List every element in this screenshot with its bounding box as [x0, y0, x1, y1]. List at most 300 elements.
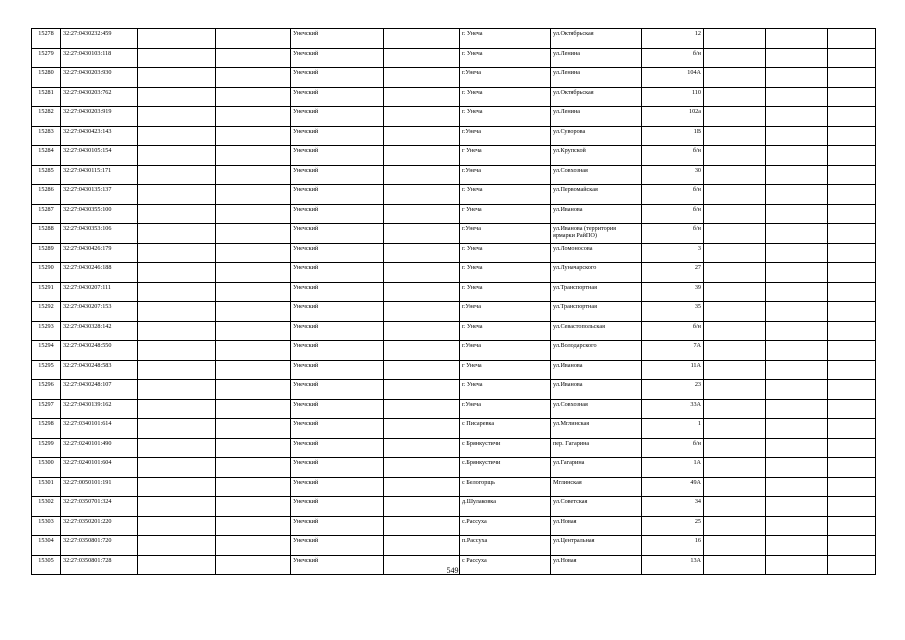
cell-settlement: г.Унеча — [460, 68, 551, 88]
cell-column-11 — [766, 516, 828, 536]
cell-cadastral-number: 32:27:0430246:188 — [61, 263, 138, 283]
table-row — [32, 399, 876, 419]
page-number: 549 — [446, 566, 459, 575]
cell-settlement: г. Унеча — [460, 48, 551, 68]
cell-column-4 — [216, 165, 291, 185]
cell-street: ул.Иванова — [551, 380, 642, 400]
cell-row-number: 15280 — [32, 68, 61, 88]
cell-cadastral-number: 32:27:0430423:143 — [61, 126, 138, 146]
cell-column-10 — [704, 224, 766, 244]
cell-column-6 — [384, 224, 460, 244]
cell-house-number: 16 — [642, 536, 704, 556]
cell-district: Унечский — [291, 380, 384, 400]
cell-district: Унечский — [291, 458, 384, 478]
cell-column-12 — [828, 458, 876, 478]
cell-column-11 — [766, 497, 828, 517]
cell-district: Унечский — [291, 321, 384, 341]
table-row — [32, 48, 876, 68]
cell-house-number: 13А — [642, 555, 704, 575]
cell-column-3 — [138, 321, 216, 341]
cell-row-number: 15303 — [32, 516, 61, 536]
registry-table — [31, 28, 876, 575]
table-row — [32, 360, 876, 380]
cell-cadastral-number: 32:27:0430248:583 — [61, 360, 138, 380]
table-row — [32, 29, 876, 49]
cell-street: ул.Иванова (территория ярмарки РайПО) — [551, 224, 642, 244]
cell-house-number: 1В — [642, 126, 704, 146]
cell-column-3 — [138, 399, 216, 419]
cell-settlement: с.Брянкустичи — [460, 458, 551, 478]
cell-settlement: г.Унеча — [460, 302, 551, 322]
cell-house-number: 27 — [642, 263, 704, 283]
cell-column-6 — [384, 477, 460, 497]
cell-district: Унечский — [291, 185, 384, 205]
cell-column-6 — [384, 282, 460, 302]
cell-column-3 — [138, 536, 216, 556]
cell-row-number: 15300 — [32, 458, 61, 478]
table-row — [32, 263, 876, 283]
cell-street: ул.Луначарского — [551, 263, 642, 283]
cell-settlement: с Брянкустичи — [460, 438, 551, 458]
cell-column-10 — [704, 185, 766, 205]
cell-column-3 — [138, 341, 216, 361]
cell-row-number: 15281 — [32, 87, 61, 107]
cell-street: ул.Транспортная — [551, 282, 642, 302]
cell-cadastral-number: 32:27:0430115:171 — [61, 165, 138, 185]
cell-settlement: г. Унеча — [460, 243, 551, 263]
cell-column-10 — [704, 321, 766, 341]
cell-column-10 — [704, 204, 766, 224]
cell-column-3 — [138, 224, 216, 244]
cell-row-number: 15284 — [32, 146, 61, 166]
cell-cadastral-number: 32:27:0430207:111 — [61, 282, 138, 302]
cell-cadastral-number: 32:27:0050101:191 — [61, 477, 138, 497]
cell-street: ул.Ломоносова — [551, 243, 642, 263]
cell-column-4 — [216, 224, 291, 244]
table-row — [32, 341, 876, 361]
cell-column-11 — [766, 302, 828, 322]
cell-street: ул.Октябрьская — [551, 87, 642, 107]
cell-street: ул.Севастопольская — [551, 321, 642, 341]
cell-column-11 — [766, 87, 828, 107]
cell-street: ул.Транспортная — [551, 302, 642, 322]
cell-column-4 — [216, 497, 291, 517]
cell-column-12 — [828, 419, 876, 439]
cell-row-number: 15288 — [32, 224, 61, 244]
cell-column-4 — [216, 263, 291, 283]
cell-house-number: 1 — [642, 419, 704, 439]
cell-column-12 — [828, 126, 876, 146]
cell-column-4 — [216, 185, 291, 205]
cell-column-4 — [216, 516, 291, 536]
cell-column-12 — [828, 536, 876, 556]
cell-street: ул.Володарского — [551, 341, 642, 361]
cell-house-number: б/н — [642, 48, 704, 68]
table-row — [32, 438, 876, 458]
cell-column-11 — [766, 477, 828, 497]
cell-column-12 — [828, 185, 876, 205]
cell-column-3 — [138, 477, 216, 497]
cell-settlement: г.Унеча — [460, 224, 551, 244]
cell-district: Унечский — [291, 399, 384, 419]
cell-column-11 — [766, 204, 828, 224]
cell-cadastral-number: 32:27:0430248:550 — [61, 341, 138, 361]
cell-district: Унечский — [291, 107, 384, 127]
cell-column-6 — [384, 146, 460, 166]
cell-column-10 — [704, 87, 766, 107]
cell-house-number: 7А — [642, 341, 704, 361]
cell-column-6 — [384, 341, 460, 361]
cell-district: Унечский — [291, 146, 384, 166]
cell-district: Унечский — [291, 68, 384, 88]
cell-cadastral-number: 32:27:0350701:324 — [61, 497, 138, 517]
cell-row-number: 15294 — [32, 341, 61, 361]
cell-column-10 — [704, 458, 766, 478]
cell-settlement: с Рассуха — [460, 555, 551, 575]
cell-column-6 — [384, 438, 460, 458]
cell-district: Унечский — [291, 360, 384, 380]
cell-column-3 — [138, 263, 216, 283]
cell-street: ул.Новая — [551, 555, 642, 575]
cell-district: Унечский — [291, 224, 384, 244]
cell-row-number: 15298 — [32, 419, 61, 439]
cell-column-4 — [216, 341, 291, 361]
cell-district: Унечский — [291, 48, 384, 68]
cell-column-11 — [766, 360, 828, 380]
table-row — [32, 185, 876, 205]
cell-column-12 — [828, 497, 876, 517]
cell-column-10 — [704, 126, 766, 146]
cell-column-4 — [216, 107, 291, 127]
table-row — [32, 126, 876, 146]
cell-column-11 — [766, 458, 828, 478]
cell-settlement: г.Унеча — [460, 341, 551, 361]
cell-street: ул.Гагарина — [551, 458, 642, 478]
cell-street: ул.Центральная — [551, 536, 642, 556]
cell-district: Унечский — [291, 29, 384, 49]
cell-column-11 — [766, 107, 828, 127]
cell-cadastral-number: 32:27:0430203:919 — [61, 107, 138, 127]
cell-column-6 — [384, 516, 460, 536]
cell-row-number: 15295 — [32, 360, 61, 380]
table-row — [32, 477, 876, 497]
cell-cadastral-number: 32:27:0340101:614 — [61, 419, 138, 439]
cell-column-3 — [138, 146, 216, 166]
cell-column-6 — [384, 263, 460, 283]
cell-street: Мглинская — [551, 477, 642, 497]
cell-column-11 — [766, 224, 828, 244]
cell-cadastral-number: 32:27:0430207:153 — [61, 302, 138, 322]
cell-column-6 — [384, 419, 460, 439]
cell-column-10 — [704, 48, 766, 68]
cell-column-3 — [138, 48, 216, 68]
cell-column-12 — [828, 165, 876, 185]
cell-house-number: б/н — [642, 224, 704, 244]
cell-column-4 — [216, 419, 291, 439]
cell-cadastral-number: 32:27:0430203:762 — [61, 87, 138, 107]
cell-column-6 — [384, 68, 460, 88]
cell-settlement: г Унеча — [460, 146, 551, 166]
cell-column-3 — [138, 360, 216, 380]
cell-column-6 — [384, 204, 460, 224]
cell-settlement: г.Унеча — [460, 399, 551, 419]
cell-house-number: 3 — [642, 243, 704, 263]
cell-row-number: 15279 — [32, 48, 61, 68]
cell-row-number: 15285 — [32, 165, 61, 185]
cell-street: ул.Совхозная — [551, 165, 642, 185]
cell-settlement: с.Рассуха — [460, 516, 551, 536]
cell-row-number: 15304 — [32, 536, 61, 556]
cell-house-number: 39 — [642, 282, 704, 302]
cell-district: Унечский — [291, 536, 384, 556]
cell-column-6 — [384, 497, 460, 517]
cell-column-3 — [138, 516, 216, 536]
cell-column-4 — [216, 360, 291, 380]
cell-column-3 — [138, 68, 216, 88]
cell-column-3 — [138, 282, 216, 302]
cell-column-11 — [766, 419, 828, 439]
cell-street: ул.Мглинская — [551, 419, 642, 439]
cell-settlement: г. Унеча — [460, 29, 551, 49]
cell-house-number: 12 — [642, 29, 704, 49]
cell-street: ул.Первомайская — [551, 185, 642, 205]
cell-column-10 — [704, 282, 766, 302]
cell-column-6 — [384, 107, 460, 127]
cell-column-4 — [216, 87, 291, 107]
cell-column-4 — [216, 146, 291, 166]
cell-column-4 — [216, 243, 291, 263]
cell-row-number: 15278 — [32, 29, 61, 49]
table-row — [32, 497, 876, 517]
cell-column-11 — [766, 380, 828, 400]
cell-column-10 — [704, 360, 766, 380]
table-row — [32, 87, 876, 107]
cell-settlement: г Унеча — [460, 204, 551, 224]
cell-column-10 — [704, 477, 766, 497]
cell-column-12 — [828, 282, 876, 302]
cell-column-12 — [828, 48, 876, 68]
cell-column-12 — [828, 87, 876, 107]
table-row — [32, 458, 876, 478]
cell-house-number: 23 — [642, 380, 704, 400]
cell-column-10 — [704, 419, 766, 439]
cell-column-12 — [828, 263, 876, 283]
cell-column-12 — [828, 477, 876, 497]
cell-settlement: г. Унеча — [460, 380, 551, 400]
cell-row-number: 15291 — [32, 282, 61, 302]
cell-column-3 — [138, 107, 216, 127]
cell-column-3 — [138, 243, 216, 263]
cell-cadastral-number: 32:27:0430232:459 — [61, 29, 138, 49]
cell-house-number: б/н — [642, 204, 704, 224]
cell-column-11 — [766, 48, 828, 68]
cell-column-12 — [828, 360, 876, 380]
cell-street: пер. Гагарина — [551, 438, 642, 458]
table-row — [32, 302, 876, 322]
cell-row-number: 15283 — [32, 126, 61, 146]
cell-column-11 — [766, 438, 828, 458]
cell-house-number: 104А — [642, 68, 704, 88]
cell-column-4 — [216, 29, 291, 49]
cell-settlement: г. Унеча — [460, 107, 551, 127]
cell-column-12 — [828, 380, 876, 400]
table-body — [32, 29, 876, 575]
cell-column-6 — [384, 165, 460, 185]
cell-column-4 — [216, 477, 291, 497]
cell-settlement: с Белогорщь — [460, 477, 551, 497]
cell-column-4 — [216, 536, 291, 556]
cell-cadastral-number: 32:27:0430355:100 — [61, 204, 138, 224]
cell-column-3 — [138, 126, 216, 146]
cell-column-4 — [216, 282, 291, 302]
cell-cadastral-number: 32:27:0350801:728 — [61, 555, 138, 575]
cell-column-4 — [216, 458, 291, 478]
cell-column-6 — [384, 185, 460, 205]
cell-column-12 — [828, 321, 876, 341]
cell-row-number: 15305 — [32, 555, 61, 575]
cell-column-11 — [766, 126, 828, 146]
cell-column-10 — [704, 438, 766, 458]
cell-street: ул.Суворова — [551, 126, 642, 146]
cell-district: Унечский — [291, 87, 384, 107]
cell-house-number: б/н — [642, 185, 704, 205]
cell-column-11 — [766, 146, 828, 166]
cell-house-number: 110 — [642, 87, 704, 107]
cell-column-6 — [384, 380, 460, 400]
cell-house-number: 34 — [642, 497, 704, 517]
cell-house-number: б/н — [642, 146, 704, 166]
cell-district: Унечский — [291, 497, 384, 517]
cell-column-3 — [138, 497, 216, 517]
cell-district: Унечский — [291, 516, 384, 536]
cell-cadastral-number: 32:27:0430139:162 — [61, 399, 138, 419]
cell-row-number: 15287 — [32, 204, 61, 224]
cell-column-3 — [138, 380, 216, 400]
cell-settlement: г. Унеча — [460, 87, 551, 107]
cell-house-number: 25 — [642, 516, 704, 536]
cell-row-number: 15290 — [32, 263, 61, 283]
cell-column-3 — [138, 165, 216, 185]
cell-district: Унечский — [291, 282, 384, 302]
cell-cadastral-number: 32:27:0430426:179 — [61, 243, 138, 263]
cell-cadastral-number: 32:27:0430135:137 — [61, 185, 138, 205]
cell-column-4 — [216, 302, 291, 322]
cell-column-6 — [384, 87, 460, 107]
cell-street: ул.Советская — [551, 497, 642, 517]
cell-column-3 — [138, 458, 216, 478]
cell-column-4 — [216, 321, 291, 341]
table-row — [32, 146, 876, 166]
cell-column-10 — [704, 497, 766, 517]
cell-column-4 — [216, 438, 291, 458]
cell-street: ул.Иванова — [551, 360, 642, 380]
cell-district: Унечский — [291, 555, 384, 575]
cell-column-11 — [766, 185, 828, 205]
cell-column-12 — [828, 29, 876, 49]
cell-house-number: 33А — [642, 399, 704, 419]
cell-house-number: 11А — [642, 360, 704, 380]
cell-column-11 — [766, 29, 828, 49]
cell-house-number: 35 — [642, 302, 704, 322]
cell-cadastral-number: 32:27:0240101:604 — [61, 458, 138, 478]
cell-row-number: 15301 — [32, 477, 61, 497]
cell-column-12 — [828, 302, 876, 322]
cell-column-3 — [138, 185, 216, 205]
cell-district: Унечский — [291, 165, 384, 185]
table-row — [32, 419, 876, 439]
cell-row-number: 15282 — [32, 107, 61, 127]
cell-column-12 — [828, 399, 876, 419]
cell-column-6 — [384, 29, 460, 49]
cell-column-11 — [766, 68, 828, 88]
cell-column-6 — [384, 536, 460, 556]
cell-column-3 — [138, 204, 216, 224]
cell-street: ул.Октябрьская — [551, 29, 642, 49]
cell-column-6 — [384, 399, 460, 419]
cell-column-12 — [828, 68, 876, 88]
cell-house-number: 49А — [642, 477, 704, 497]
cell-district: Унечский — [291, 204, 384, 224]
cell-column-11 — [766, 243, 828, 263]
table-row — [32, 224, 876, 244]
cell-column-3 — [138, 29, 216, 49]
cell-column-10 — [704, 165, 766, 185]
cell-district: Унечский — [291, 126, 384, 146]
cell-cadastral-number: 32:27:0430103:118 — [61, 48, 138, 68]
cell-column-12 — [828, 204, 876, 224]
table-row — [32, 107, 876, 127]
cell-district: Унечский — [291, 419, 384, 439]
cell-column-6 — [384, 126, 460, 146]
cell-column-10 — [704, 399, 766, 419]
cell-cadastral-number: 32:27:0350801:720 — [61, 536, 138, 556]
cell-column-10 — [704, 68, 766, 88]
cell-district: Унечский — [291, 302, 384, 322]
cell-column-10 — [704, 107, 766, 127]
cell-column-11 — [766, 399, 828, 419]
table-row — [32, 516, 876, 536]
cell-column-12 — [828, 243, 876, 263]
cell-column-3 — [138, 438, 216, 458]
cell-column-6 — [384, 302, 460, 322]
cell-column-6 — [384, 360, 460, 380]
cell-column-4 — [216, 48, 291, 68]
cell-column-4 — [216, 399, 291, 419]
cell-row-number: 15292 — [32, 302, 61, 322]
cell-street: ул.Крупской — [551, 146, 642, 166]
cell-street: ул.Ленина — [551, 68, 642, 88]
cell-row-number: 15296 — [32, 380, 61, 400]
cell-cadastral-number: 32:27:0430203:930 — [61, 68, 138, 88]
cell-column-6 — [384, 458, 460, 478]
cell-column-11 — [766, 536, 828, 556]
cell-column-3 — [138, 87, 216, 107]
cell-district: Унечский — [291, 438, 384, 458]
cell-settlement: г. Унеча — [460, 185, 551, 205]
cell-cadastral-number: 32:27:0240101:490 — [61, 438, 138, 458]
cell-district: Унечский — [291, 243, 384, 263]
cell-district: Унечский — [291, 263, 384, 283]
cell-settlement: с Писаревка — [460, 419, 551, 439]
table-row — [32, 68, 876, 88]
cell-column-4 — [216, 126, 291, 146]
cell-column-6 — [384, 321, 460, 341]
cell-column-10 — [704, 29, 766, 49]
table-row — [32, 321, 876, 341]
cell-column-4 — [216, 68, 291, 88]
table-row — [32, 380, 876, 400]
cell-column-12 — [828, 341, 876, 361]
